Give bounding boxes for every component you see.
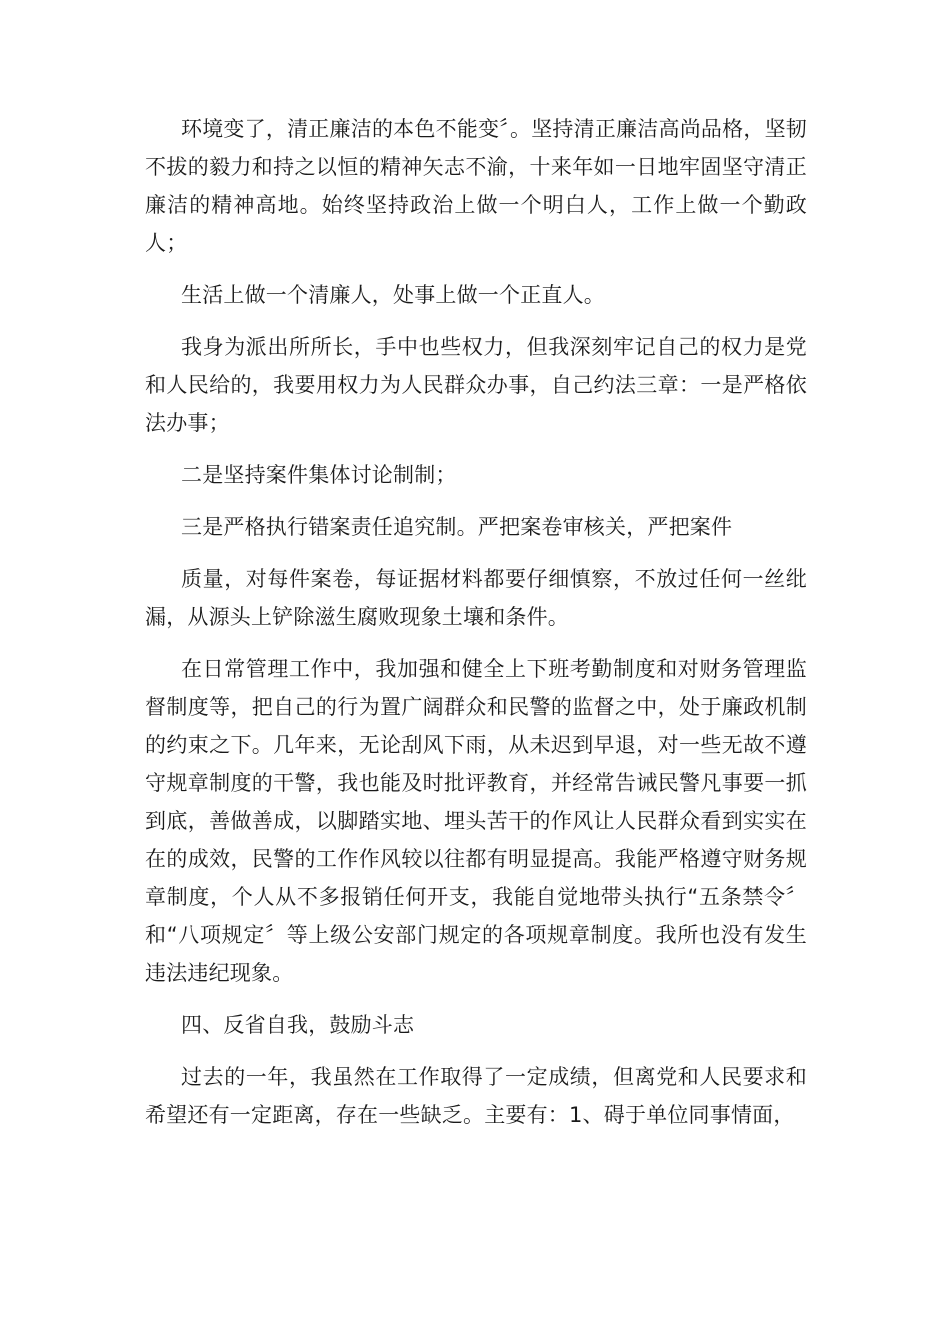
paragraph-6: 质量，对每件案卷，每证据材料都要仔细慎察，不放过任何一丝纰漏，从源头上铲除滋生腐败现象土壤和条件。 [145,567,807,629]
paragraph-1: 环境变了，清正廉洁的本色不能变〞。坚持清正廉洁高尚品格，坚韧不拔的毅力和持之以恒的精神矢志不渝，十来年如一日地牢固坚守清正廉洁的精神高地。始终坚持政治上做一个明白人，工作上做一个勤政人； [145,117,807,255]
paragraph-3: 我身为派出所所长，手中也些权力，但我深刻牢记自己的权力是党和人民给的，我要用权力为人民群众办事，自己约法三章：一是严格依法办事； [145,335,807,435]
document-body [145,110,807,1148]
paragraph-8: 过去的一年，我虽然在工作取得了一定成绩，但离党和人民要求和希望还有一定距离，存在一些缺乏。主要有：1、碍于单位同事情面， [145,1065,807,1127]
paragraph-4: 二是坚持案件集体讨论制制； [181,463,457,487]
paragraph-2: 生活上做一个清廉人，处事上做一个正直人。 [181,283,605,307]
paragraph-7: 在日常管理工作中，我加强和健全上下班考勤制度和对财务管理监督制度等，把自己的行为置广阔群众和民警的监督之中，处于廉政机制的约束之下。几年来，无论刮风下雨，从未迟到早退，对一些无故不遵守规章制度的干警，我也能及时批评教育，并经常告诫民警凡事要一抓到底，善做善成，以脚踏实地、埋头苦干的作风让人民群众看到实实在在的成效，民警的工作作风较以往都有明显提高。我能严格遵守财务规章制度，个人从不多报销任何开支，我能自觉地带头执行“五条禁令〞和“八项规定〞等上级公安部门规定的各项规章制度。我所也没有发生违法违纪现象。 [145,657,807,985]
paragraph-5: 三是严格执行错案责任追究制。严把案卷审核关，严把案件 [181,515,733,539]
section-heading: 四、反省自我，鼓励斗志 [181,1013,415,1037]
